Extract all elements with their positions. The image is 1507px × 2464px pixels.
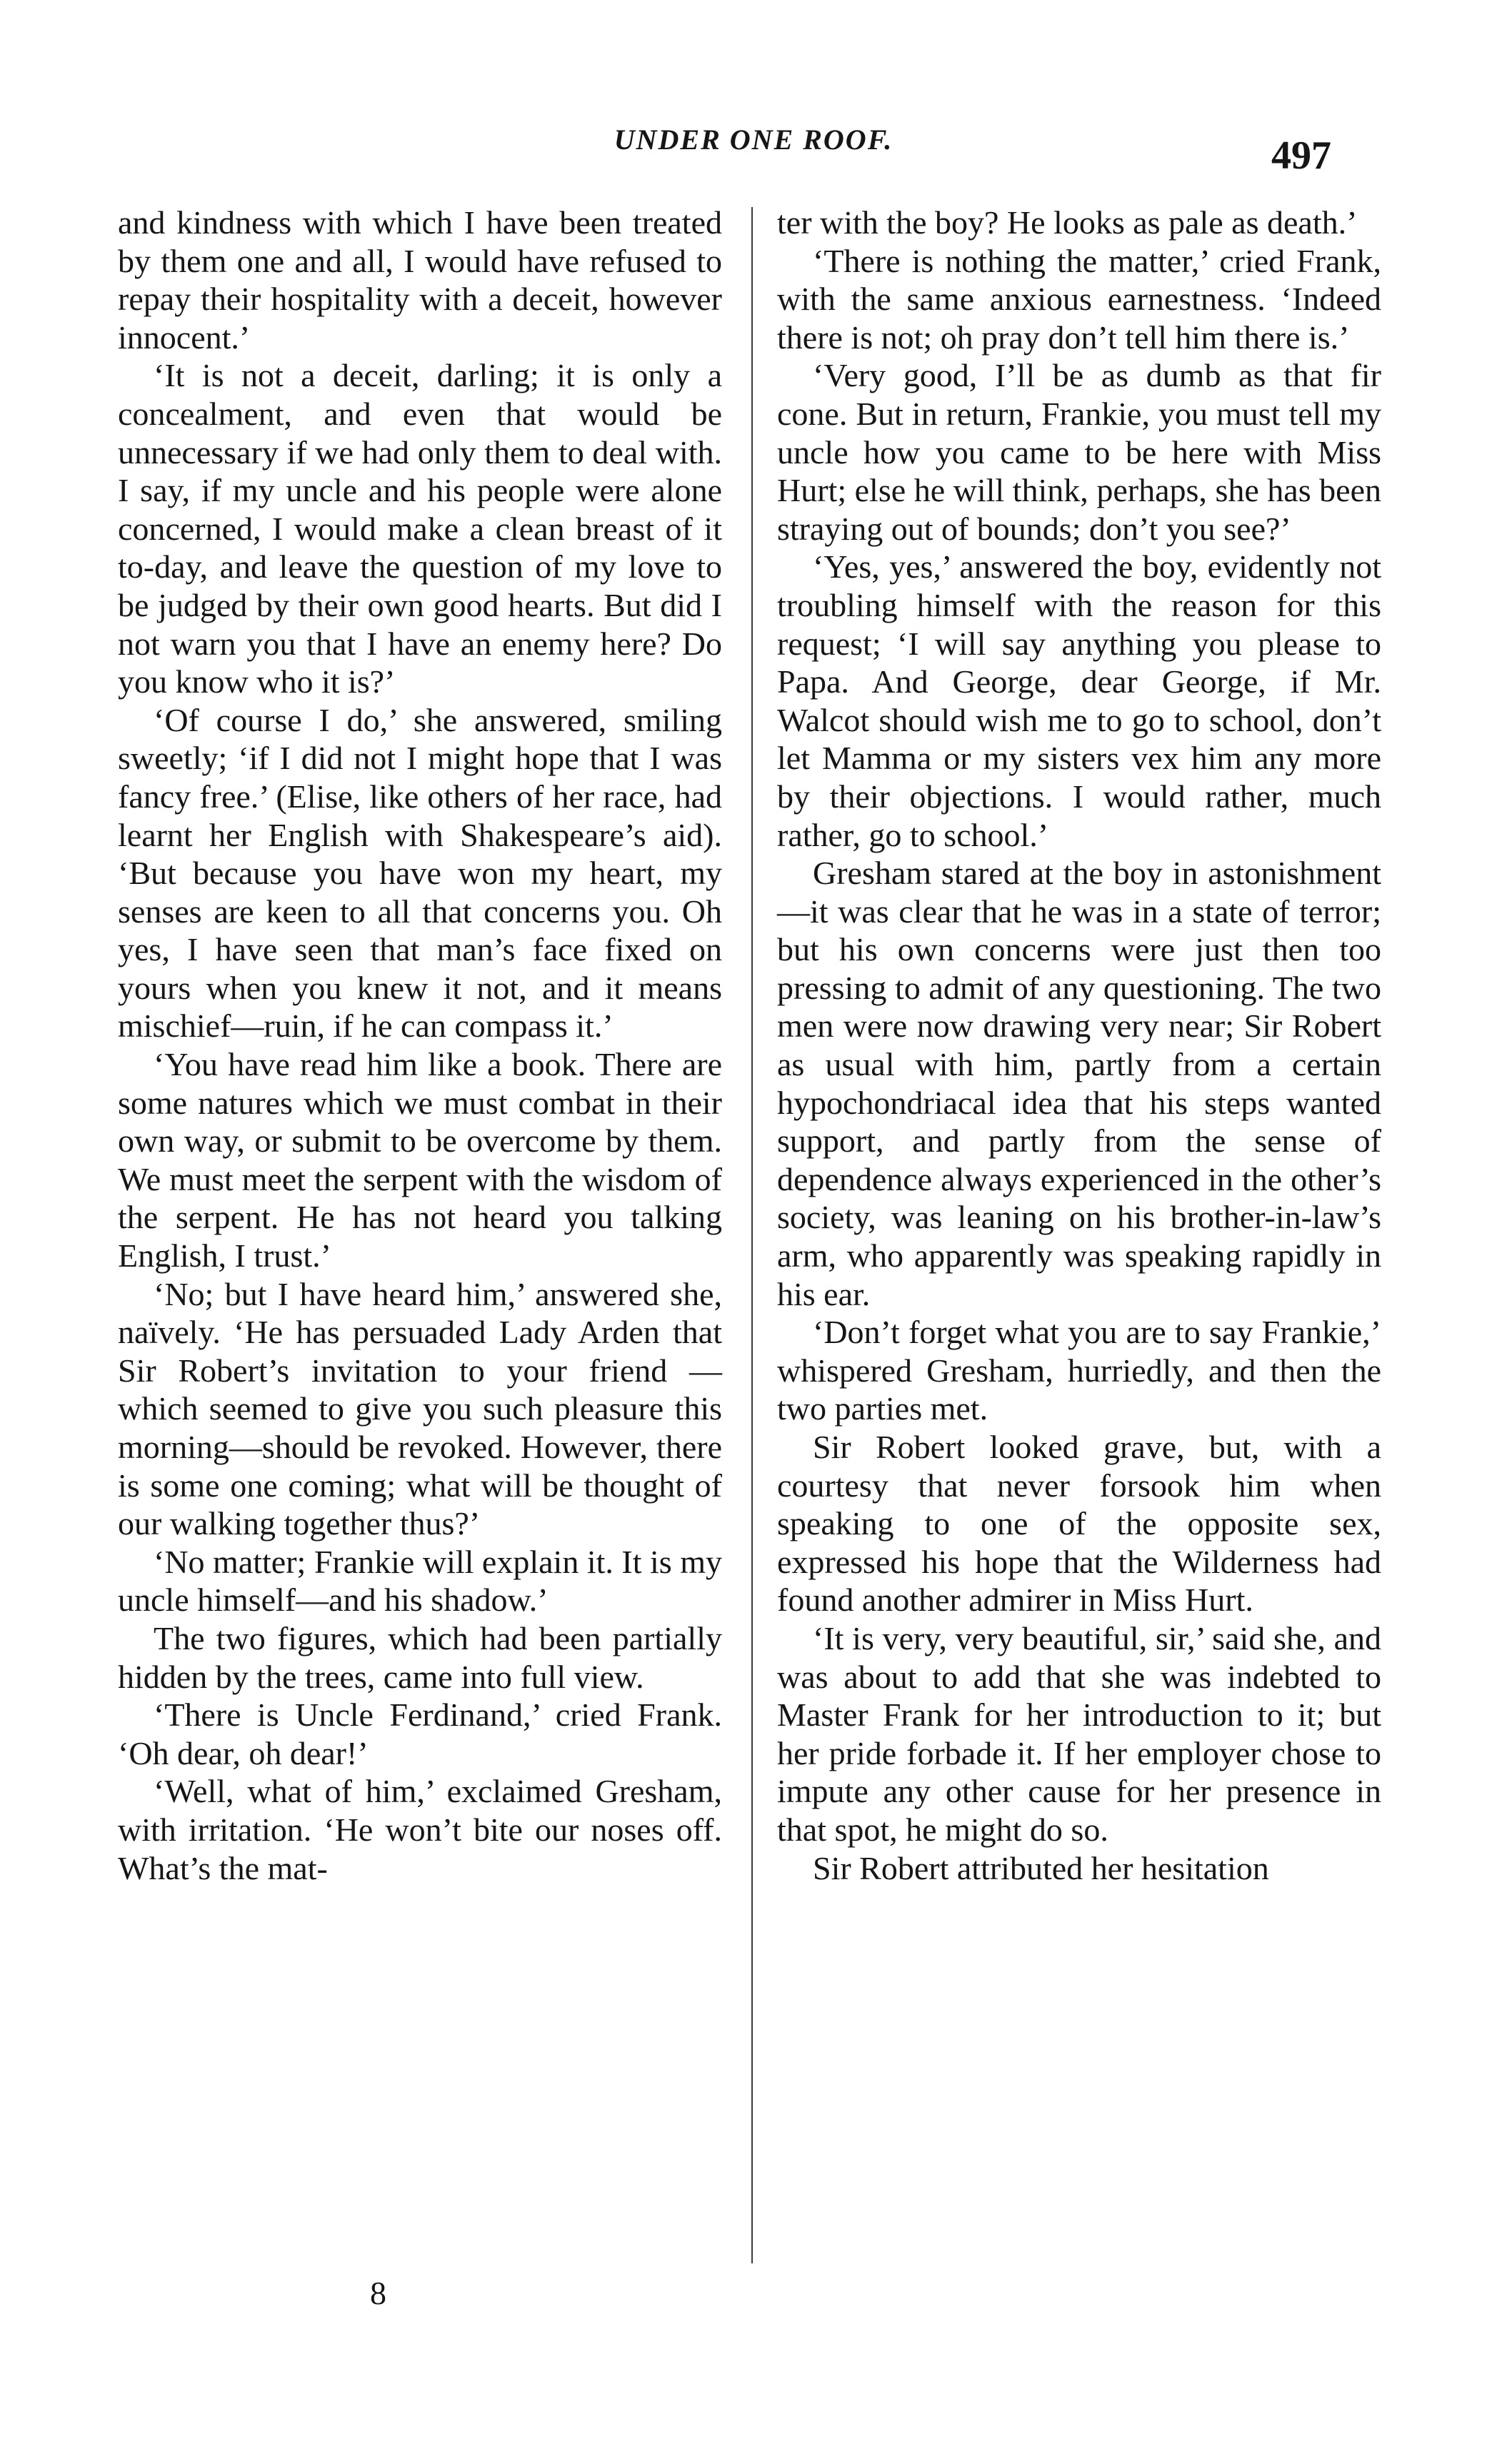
paragraph: ‘You have read him like a book. There are some natures which we must combat in their own way, or submit to be overcome by them. We must meet the serpent with the wisdom of the serpent. He has not heard you talking English, I trust.’ [118,1046,722,1274]
running-head: UNDER ONE ROOF. [614,124,893,156]
paragraph: and kindness with which I have been treated by them one and all, I would have refused to repay their hospitality with a deceit, however innocent.’ [118,204,722,356]
paragraph: ter with the boy? He looks as pale as death.’ [777,204,1358,241]
page-number: 497 [1271,134,1331,178]
paragraph: ‘There is nothing the matter,’ cried Frank, with the same anxious earnestness. ‘Indeed there is not; oh pray don’t tell him there is.’ [777,242,1381,356]
paragraph: ‘It is not a deceit, darling; it is only a concealment, and even that would be unnecessary if we had only them to deal with. I say, if my uncle and his people were alone concerned, I would make a clean breast of it to-day, and leave the question of my love to be judged by their own good hearts. But did I not warn you that I have an enemy here? Do you know who it is?’ [118,357,722,700]
paragraph: ‘No matter; Frankie will explain it. It is my uncle himself—and his shadow.’ [118,1543,722,1619]
paragraph: Gresham stared at the boy in astonishment—it was clear that he was in a state of terror; but his own concerns were just then too pressing to admit of any questioning. The two men were now drawing very near; Sir Robert as usual with him, partly from a certain hypochondriacal idea that his steps wanted support, and partly from the sense of dependence always experienced in the other’s society, was leaning on his brother-in-law’s arm, who apparently was speaking rapidly in his ear. [777,855,1381,1312]
paragraph: ‘No; but I have heard him,’ answered she, naïvely. ‘He has persuaded Lady Arden that Sir Robert’s invitation to your friend — which seemed to give you such pleasure this morning—should be revoked. However, there is some one coming; what will be thought of our walking together thus?’ [118,1275,722,1542]
paragraph: Sir Robert looked grave, but, with a courtesy that never forsook him when speaking to one of the opposite sex, expressed his hope that the Wilderness had found another admirer in Miss Hurt. [777,1429,1381,1619]
paragraph: The two figures, which had been partially hidden by the trees, came into full view. [118,1619,722,1695]
paragraph: Sir Robert attributed her hesitation [813,1849,1269,1886]
left-column [118,203,722,1887]
paragraph: ‘Very good, I’ll be as dumb as that fir cone. But in return, Frankie, you must tell my uncle how you came to be here with Miss Hurt; else he will think, perhaps, she has been straying out of bounds; don’t you see?’ [777,357,1381,547]
paragraph: ‘Well, what of him,’ exclaimed Gresham, with irritation. ‘He won’t bite our noses off. What’s the mat- [118,1773,722,1886]
paragraph: ‘Of course I do,’ she answered, smiling sweetly; ‘if I did not I might hope that I was fancy free.’ (Elise, like others of her race, had learnt her English with Shakespeare’s aid). ‘But because you have won my heart, my senses are keen to all that concerns you. Oh yes, I have seen that man’s face fixed on yours when you knew it not, and it means mischief—ruin, if he can compass it.’ [118,701,722,1045]
signature-mark: 8 [370,2275,386,2311]
paragraph: ‘Don’t forget what you are to say Frankie,’ whispered Gresham, hurriedly, and then the two parties met. [777,1314,1381,1427]
column-divider [751,207,753,2263]
paragraph: ‘It is very, very beautiful, sir,’ said she, and was about to add that she was indebted to Master Frank for her introduction to it; but her pride forbade it. If her employer chose to impute any other cause for her presence in that spot, he might do so. [777,1619,1381,1848]
paragraph: ‘There is Uncle Ferdinand,’ cried Frank. ‘Oh dear, oh dear!’ [118,1696,722,1771]
paragraph: ‘Yes, yes,’ answered the boy, evidently not troubling himself with the reason for this request; ‘I will say anything you please to Papa. And George, dear George, if Mr. Walcot should wish me to go to school, don’t let Mamma or my sisters vex him any more by their objections. I would rather, much rather, go to school.’ [777,548,1381,853]
right-column [777,203,1381,1887]
